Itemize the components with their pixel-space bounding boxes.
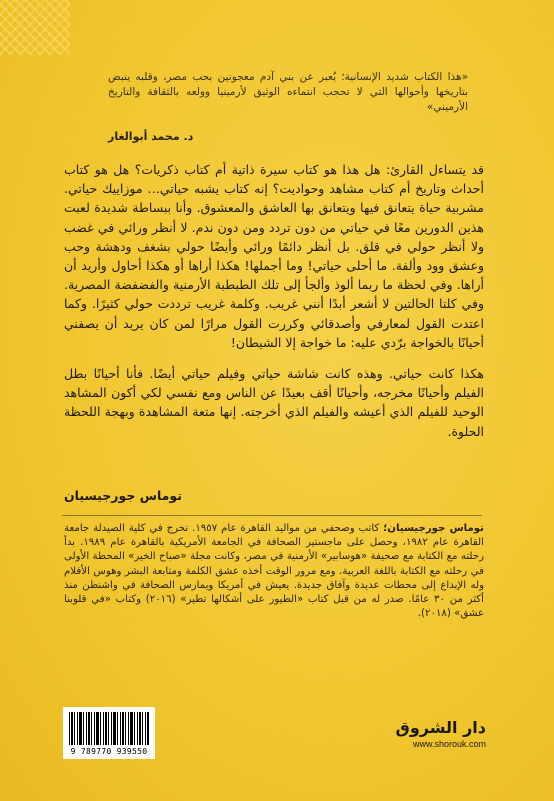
- endorsement-quote: «هذا الكتاب شديد الإنسانية؛ يُعبر عن بني آدم معجونين بحب مصر، وقلبه ينبض بتاريخها وأحوالها التي لا تحجب انتماءه الوثيق لأرمينيا وولعه بالثقافة والتاريخ الأرميني»: [108, 71, 468, 113]
- barcode-number: 9 789770 939550: [70, 747, 148, 756]
- author-bio: [64, 522, 484, 621]
- publisher-logo: دار الشروق: [395, 718, 486, 737]
- publisher-url[interactable]: www.shorouk.com: [412, 739, 486, 749]
- blurb-text: [64, 160, 484, 453]
- endorsement-author: د. محمد أبوالغار: [108, 130, 194, 143]
- section-divider: [62, 515, 482, 516]
- bio-author-name: توماس جورجيسيان؛: [383, 523, 484, 534]
- blurb-author: توماس جورجيسيان: [64, 488, 182, 503]
- publisher-block: [366, 718, 486, 749]
- bio-text: كاتب وصحفي من مواليد القاهرة عام ١٩٥٧. تخرج في كلية الصيدلة جامعة القاهرة عام ١٩٨٢، وحصل على ماجستير الصحافة في الجامعة الأمريكية بالقاهرة عام ١٩٨٩. بدأ رحلته مع الكتابة مع صحيفة «هوسابير» الأرمنية في مصر، وكانت مجلة «صباح الخير» المحطة الأولى في رحلته مع الكتابة باللغة العربية. ومع مرور الوقت أخذه عشق الكلمة ومتابعة البشر وهوس الأفلام وله الإبداع إلى محطات عديدة وآفاق جديدة. يعيش في أمريكا ويمارس الصحافة في واشنطن منذ أكثر من ٣٠ عامًا. صدر له من قبل كتاب «الطيور على أشكالها تطير» (٢٠١٦) وكتاب «في قلوبنا عشق» (٢٠١٨).: [64, 523, 484, 620]
- barcode-bars: [69, 712, 149, 745]
- blurb-paragraph: هكذا كانت حياتي. وهذه كانت شاشة حياتي وفيلم حياتي أيضًا. فأنا أحيانًا بطل الفيلم وأحيانًا مخرجه، وأحيانًا أقف بعيدًا عن الناس ومع نفسي لكي أكون المشاهد الوحيد للفيلم الذي أعيشه والفيلم الذي أخرجته. إنها متعة المشاهدة وبهجة اللحظة الحلوة.: [64, 366, 484, 439]
- isbn-barcode: [63, 707, 155, 759]
- corner-pattern-decoration: [0, 0, 70, 55]
- blurb-paragraph: قد يتساءل القارئ: هل هذا هو كتاب سيرة ذاتية أم كتاب ذكريات؟ هل هو كتاب أحداث وتاريخ أم كتاب مشاهد وحواديت؟ إنه كتاب يشبه حياتي… موزاييك حياتي. مشربية حياة يتعانق فيها ويتعانق بها العاشق والمعشوق. وأنا ببساطة شديدة لعبت هذين الدورين معًا في حياتي من دون تردد ومن دون ندم. لا أنظر ورائي في غضب ولا أنظر حولي في قلق. بل أنظر دائمًا ورائي وأيضًا حولي بشغف ودهشة وحب وعشق وود وألفة. ما أحلى حياتي! وما أجملها! هكذا أراها أو هكذا أحاول وأريد أن أراها. وفي لحظة ما ربما ألوذ وألجأ إلى تلك الطبطبة الأرمنية والفضفضة المصرية. وفي كلتا الحالتين لا أشعر أبدًا أنني غريب. وكلمة غريب ترددت حولي كثيرًا. وكما اعتدت القول لمعارفي وأصدقائي وكررت القول مرارًا لمن كان يريد أن يصفني أحيانًا بالخواجة برّدي عليه: ما خواجة إلا الشيطان!: [64, 162, 484, 350]
